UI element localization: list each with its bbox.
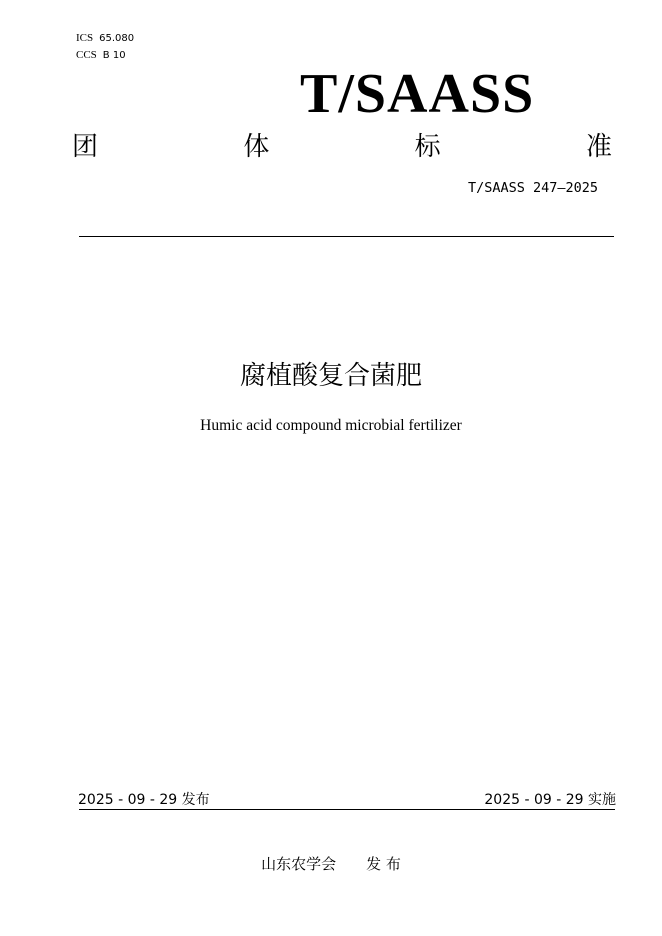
publish-date: 2025 - 09 - 29 发布 [78,792,210,808]
ics-code: 65.080 [99,33,135,44]
issuing-organization: 山东农学会 发 布 [261,855,401,873]
standard-number: T/SAASS 247—2025 [467,180,598,196]
standard-type-char: 准 [585,131,612,162]
standard-type-char: 标 [414,131,441,162]
implement-date: 2025 - 09 - 29 实施 [484,792,616,808]
ics-label: ICS [76,32,94,44]
standard-type-char: 体 [243,131,270,162]
ccs-classification [76,49,126,62]
document-title-english: Humic acid compound microbial fertilizer [200,417,462,434]
header-divider [79,236,614,237]
document-title-chinese: 腐植酸复合菌肥 [239,361,422,391]
ics-classification [76,32,134,45]
ccs-label: CCS [76,49,97,61]
standard-logo: T/SAASS [300,63,535,125]
footer-divider [79,809,615,810]
standard-type-char: 团 [72,131,99,162]
ccs-code: B 10 [102,50,126,61]
standard-type [72,126,612,162]
